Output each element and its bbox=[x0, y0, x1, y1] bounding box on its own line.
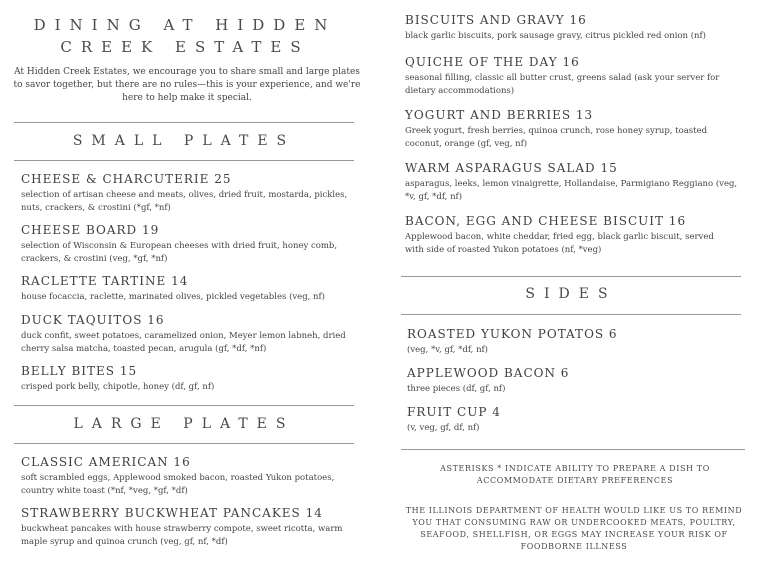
menu-item-name: RACLETTE TARTINE 14 bbox=[21, 274, 189, 288]
menu-item bbox=[21, 455, 351, 498]
divider bbox=[401, 314, 741, 315]
menu-item-description: Greek yogurt, fresh berries, quinoa crunch, rose honey syrup, toasted coconut, orange (gf, veg, nf) bbox=[405, 126, 708, 149]
menu-title-line2: CREEK ESTATES bbox=[60, 38, 310, 56]
menu-item-name: WARM ASPARAGUS SALAD 15 bbox=[405, 161, 618, 175]
menu-item-description: three pieces (df, gf, nf) bbox=[407, 384, 506, 394]
menu-item bbox=[405, 13, 750, 43]
menu-item-description: black garlic biscuits, pork sausage gravy, citrus pickled red onion (nf) bbox=[405, 31, 706, 41]
menu-item-description: Applewood bacon, white cheddar, fried egg, black garlic biscuit, served with side of roasted Yukon potatoes (nf, *veg) bbox=[405, 232, 714, 255]
divider bbox=[401, 449, 745, 450]
divider bbox=[14, 122, 354, 123]
menu-item bbox=[405, 161, 750, 204]
menu-item-description: asparagus, leeks, lemon vinaigrette, Hollandaise, Parmigiano Reggiano (veg, *v, gf, *df, nf) bbox=[405, 179, 738, 202]
menu-item-name: STRAWBERRY BUCKWHEAT PANCAKES 14 bbox=[21, 506, 323, 520]
menu-item bbox=[21, 313, 351, 356]
menu-item-description: duck confit, sweet potatoes, caramelized onion, Meyer lemon labneh, dried cherry salsa matcha, toasted pecan, arugula (gf, *df, *nf) bbox=[21, 331, 346, 354]
menu-item-description: selection of artisan cheese and meats, olives, dried fruit, mostarda, pickles, nuts, crackers, & crostini (*gf, *nf) bbox=[21, 190, 348, 213]
menu-item-name: YOGURT AND BERRIES 13 bbox=[405, 108, 594, 122]
asterisk-note: ASTERISKS * INDICATE ABILITY TO PREPARE A DISH TO ACCOMMODATE DIETARY PREFERENCES bbox=[440, 464, 710, 485]
menu-item-name: ROASTED YUKON POTATOS 6 bbox=[407, 327, 618, 341]
menu-item bbox=[407, 327, 737, 357]
menu-item bbox=[405, 214, 735, 257]
menu-item-name: BACON, EGG AND CHEESE BISCUIT 16 bbox=[405, 214, 687, 228]
divider bbox=[14, 405, 354, 406]
menu-title-line1: DINING AT HIDDEN bbox=[33, 16, 337, 34]
menu-item-description: soft scrambled eggs, Applewood smoked bacon, roasted Yukon potatoes, country white toast (*nf, *veg, *gf, *df) bbox=[21, 473, 335, 496]
divider bbox=[14, 160, 354, 161]
menu-item-name: CLASSIC AMERICAN 16 bbox=[21, 455, 191, 469]
menu-item-name: QUICHE OF THE DAY 16 bbox=[405, 55, 580, 69]
menu-item bbox=[405, 55, 725, 98]
menu-item-description: crisped pork belly, chipotle, honey (df, gf, nf) bbox=[21, 382, 215, 392]
menu-item bbox=[407, 366, 737, 396]
menu-item bbox=[21, 223, 351, 266]
intro-text: At Hidden Creek Estates, we encourage you to share small and large plates to savor together, but there are no rules—this is your experience, and we're here to help make it special. bbox=[13, 67, 361, 103]
menu-item bbox=[21, 506, 366, 549]
menu-item-name: APPLEWOOD BACON 6 bbox=[407, 366, 570, 380]
menu-item-name: BELLY BITES 15 bbox=[21, 364, 138, 378]
menu-item-description: (veg, *v, gf, *df, nf) bbox=[407, 345, 489, 355]
section-heading-small-plates: SMALL PLATES bbox=[72, 133, 296, 149]
menu-item bbox=[21, 172, 351, 215]
menu-item-name: FRUIT CUP 4 bbox=[407, 405, 501, 419]
section-heading-sides: SIDES bbox=[525, 286, 617, 302]
menu-item-description: house focaccia, raclette, marinated olives, pickled vegetables (veg, nf) bbox=[21, 292, 325, 302]
menu-item-description: seasonal filling, classic all butter crust, greens salad (ask your server for dietary accommodations) bbox=[405, 73, 720, 96]
menu-item-name: BISCUITS AND GRAVY 16 bbox=[405, 13, 587, 27]
menu-item-name: CHEESE BOARD 19 bbox=[21, 223, 160, 237]
menu-item-name: CHEESE & CHARCUTERIE 25 bbox=[21, 172, 232, 186]
menu-item-name: DUCK TAQUITOS 16 bbox=[21, 313, 165, 327]
menu-item bbox=[21, 274, 361, 304]
divider bbox=[14, 443, 354, 444]
health-advisory: THE ILLINOIS DEPARTMENT OF HEALTH WOULD LIKE US TO REMIND YOU THAT CONSUMING RAW OR UNDERCOOKED MEATS, POULTRY, SEAFOOD, SHELLFISH, OR EGGS MAY INCREASE YOUR RISK OF FOODBORNE ILLNESS bbox=[405, 506, 743, 551]
menu-item-description: (v, veg, gf, df, nf) bbox=[407, 423, 480, 433]
menu-item-description: buckwheat pancakes with house strawberry compote, sweet ricotta, warm maple syrup and quinoa crunch (veg, gf, nf, *df) bbox=[21, 524, 343, 547]
menu-item bbox=[405, 108, 730, 151]
menu-item-description: selection of Wisconsin & European cheeses with dried fruit, honey comb, crackers, & crostini (veg, *gf, *nf) bbox=[21, 241, 338, 264]
divider bbox=[401, 276, 741, 277]
section-heading-large-plates: LARGE PLATES bbox=[73, 416, 295, 432]
menu-item bbox=[407, 405, 737, 435]
menu-item bbox=[21, 364, 351, 394]
